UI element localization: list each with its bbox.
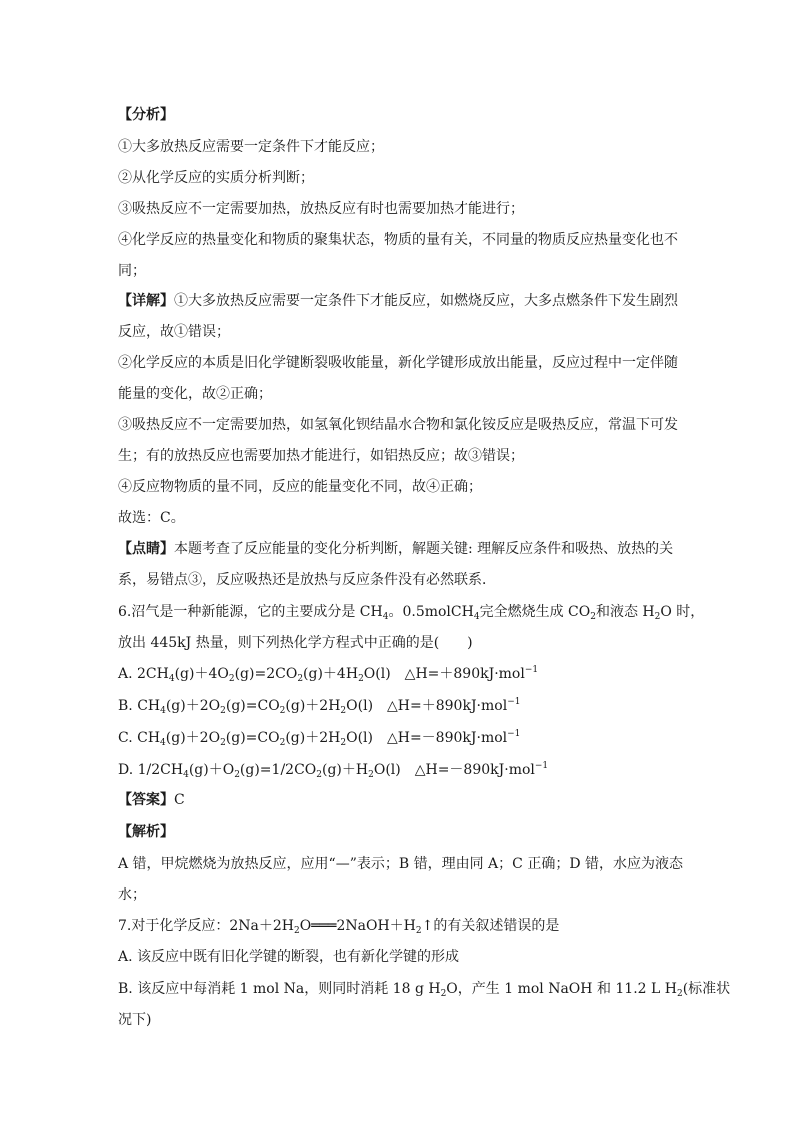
q7-option-b: B. 该反应中每消耗 1 mol Na，则同时消耗 18 g $H_2O$，产生 1 mol NaOH 和 11.2 L $H_2$(标准状 bbox=[118, 981, 731, 999]
explain-line-1: A 错，甲烷燃烧为放热反应，应用“—”表示；B 错，理由同 A；C 正确；D 错，水应为液态 bbox=[118, 856, 684, 872]
q6-line-2: 放出 445kJ 热量，则下列热化学方程式中正确的是( ) bbox=[118, 635, 473, 651]
detail-line-2: 反应，故①错误； bbox=[118, 324, 230, 340]
explain-line-2: 水； bbox=[118, 887, 146, 903]
detail-heading: 【详解】 bbox=[118, 293, 174, 309]
detail-line-1: 【详解】①大多放热反应需要一定条件下才能反应，如燃烧反应，大多点燃条件下发生剧烈 bbox=[118, 293, 678, 309]
q6-option-a: A. $2CH_4(g)+4O_2(g)=2CO_2(g)+4H_2O(l)$ △H=＋890kJ·mol$^{-1}$ bbox=[118, 665, 539, 684]
q6-answer: 【答案】C bbox=[118, 792, 185, 808]
answer-heading: 【答案】 bbox=[118, 792, 174, 808]
detail-line-4: 能量的变化，故②正确； bbox=[118, 386, 272, 402]
analysis-heading: 【分析】 bbox=[118, 107, 174, 123]
detail-line-5: ③吸热反应不一定需要加热，如氢氧化钡结晶水合物和氯化铵反应是吸热反应，常温下可发 bbox=[118, 417, 678, 433]
analysis-line-1: ①大多放热反应需要一定条件下才能反应； bbox=[118, 139, 384, 155]
analysis-line-3: ③吸热反应不一定需要加热，放热反应有时也需要加热才能进行； bbox=[118, 201, 524, 217]
detail-line-7: ④反应物物质的量不同，反应的能量变化不同，故④正确； bbox=[118, 479, 482, 495]
analysis-line-5: 同； bbox=[118, 263, 146, 279]
comment-line-1: 【点睛】本题考查了反应能量的变化分析判断，解题关键: 理解反应条件和吸热、放热的关 bbox=[118, 541, 674, 557]
detail-line-8: 故选：C。 bbox=[118, 510, 185, 526]
detail-line-6: 生；有的放热反应也需要加热才能进行，如铝热反应；故③错误； bbox=[118, 448, 524, 464]
analysis-line-4: ④化学反应的热量变化和物质的聚集状态，物质的量有关，不同量的物质反应热量变化也不 bbox=[118, 232, 678, 248]
q7-option-b-cont: 况下) bbox=[118, 1012, 152, 1028]
q7-option-a: A. 该反应中既有旧化学键的断裂，也有新化学键的形成 bbox=[118, 949, 460, 965]
q6-option-b: B. $CH_4(g)+2O_2(g)=CO_2(g)+2H_2O(l)$ △H=＋890kJ·mol$^{-1}$ bbox=[118, 697, 521, 716]
q7-line-1: 7.对于化学反应：$2Na+2H_2O═══2NaOH+H_2↑$的有关叙述错误的是 bbox=[118, 918, 560, 936]
q6-option-c: C. $CH_4(g)+2O_2(g)=CO_2(g)+2H_2O(l)$ △H=－890kJ·mol$^{-1}$ bbox=[118, 729, 521, 748]
comment-line-2: 系，易错点③，反应吸热还是放热与反应条件没有必然联系． bbox=[118, 572, 496, 588]
analysis-line-2: ②从化学反应的实质分析判断； bbox=[118, 170, 314, 186]
explain-heading: 【解析】 bbox=[118, 824, 174, 840]
comment-heading: 【点睛】 bbox=[118, 541, 174, 557]
q6-option-d: D. $1/2CH_4(g)+O_2(g)=1/2CO_2(g)+H_2O(l)$ △H=－890kJ·mol$^{-1}$ bbox=[118, 761, 549, 780]
detail-line-3: ②化学反应的本质是旧化学键断裂吸收能量，新化学键形成放出能量，反应过程中一定伴随 bbox=[118, 355, 678, 371]
q6-line-1: 6.沼气是一种新能源，它的主要成分是 $CH_4$。0.5molCH$_4$完全燃烧生成 $CO_2$和液态 $H_2O$ 时， bbox=[118, 604, 705, 622]
